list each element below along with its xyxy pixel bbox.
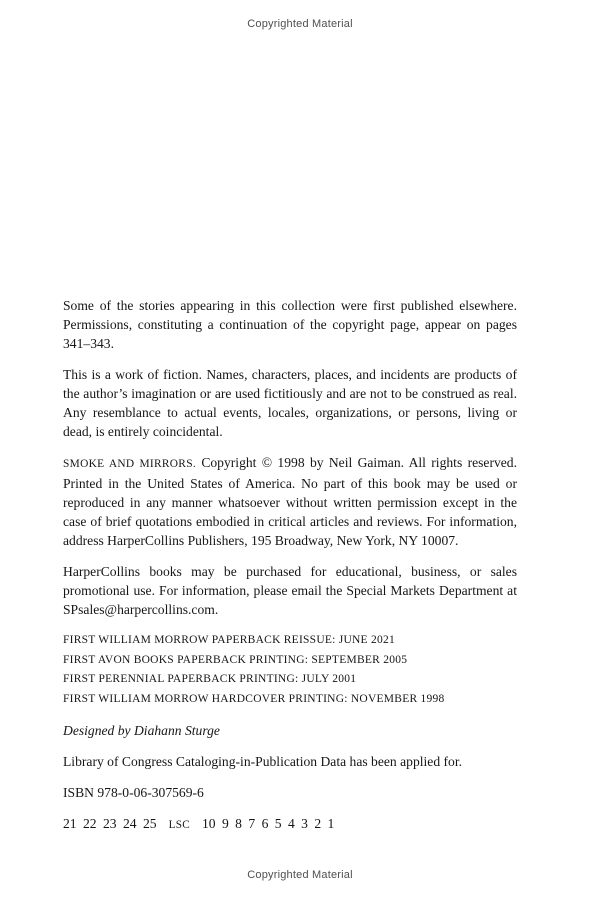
- printing-history-line-1: FIRST WILLIAM MORROW PAPERBACK REISSUE: JUNE 2021: [63, 634, 395, 646]
- printer-code: LSC: [168, 819, 190, 831]
- designer-credit: Designed by Diahann Sturge: [63, 723, 220, 738]
- printing-history-line-3: FIRST PERENNIAL PAPERBACK PRINTING: JULY 2001: [63, 673, 357, 685]
- copyright-paragraph-text: Copyright © 1998 by Neil Gaiman. All rights reserved. Printed in the United States of America. No part of this book may be used or reproduced in any manner whatsoever without written permission except in the case of brief quotations embodied in critical articles and reviews. For information, address HarperCollins Publishers, 195 Broadway, New York, NY 10007.: [63, 455, 518, 548]
- printing-history: [63, 631, 517, 709]
- printers-key-years: 21 22 23 24 25: [63, 816, 157, 831]
- copyrighted-material-top: Copyrighted Material: [247, 18, 353, 30]
- permissions-paragraph: Some of the stories appearing in this collection were first published elsewhere. Permissions, constituting a continuation of the copyright page, appear on pages 341–343.: [63, 298, 517, 351]
- fiction-disclaimer-paragraph: This is a work of fiction. Names, characters, places, and incidents are products of the author’s imagination or are used fictitiously and are not to be construed as real. Any resemblance to actual events, locales, organizations, or persons, living or dead, is entirely coincidental.: [63, 367, 517, 439]
- printers-key-line: [63, 814, 517, 835]
- copyright-paragraph: [63, 453, 517, 550]
- isbn-line: ISBN 978-0-06-307569-6: [63, 785, 204, 800]
- library-of-congress-line: Library of Congress Cataloging-in-Publication Data has been applied for.: [63, 754, 463, 769]
- printers-key-run: 10 9 8 7 6 5 4 3 2 1: [201, 816, 335, 831]
- book-title-smallcaps: SMOKE AND MIRRORS.: [63, 458, 196, 470]
- special-markets-paragraph: HarperCollins books may be purchased for educational, business, or sales promotional use. For information, please email the Special Markets Department at SPsales@harpercollins.com.: [63, 564, 517, 617]
- copyrighted-material-bottom: Copyrighted Material: [247, 869, 353, 881]
- copyright-text-block: [63, 296, 517, 847]
- printing-history-line-4: FIRST WILLIAM MORROW HARDCOVER PRINTING: NOVEMBER 1998: [63, 692, 445, 705]
- printing-history-line-2: FIRST AVON BOOKS PAPERBACK PRINTING: SEPTEMBER 2005: [63, 653, 408, 666]
